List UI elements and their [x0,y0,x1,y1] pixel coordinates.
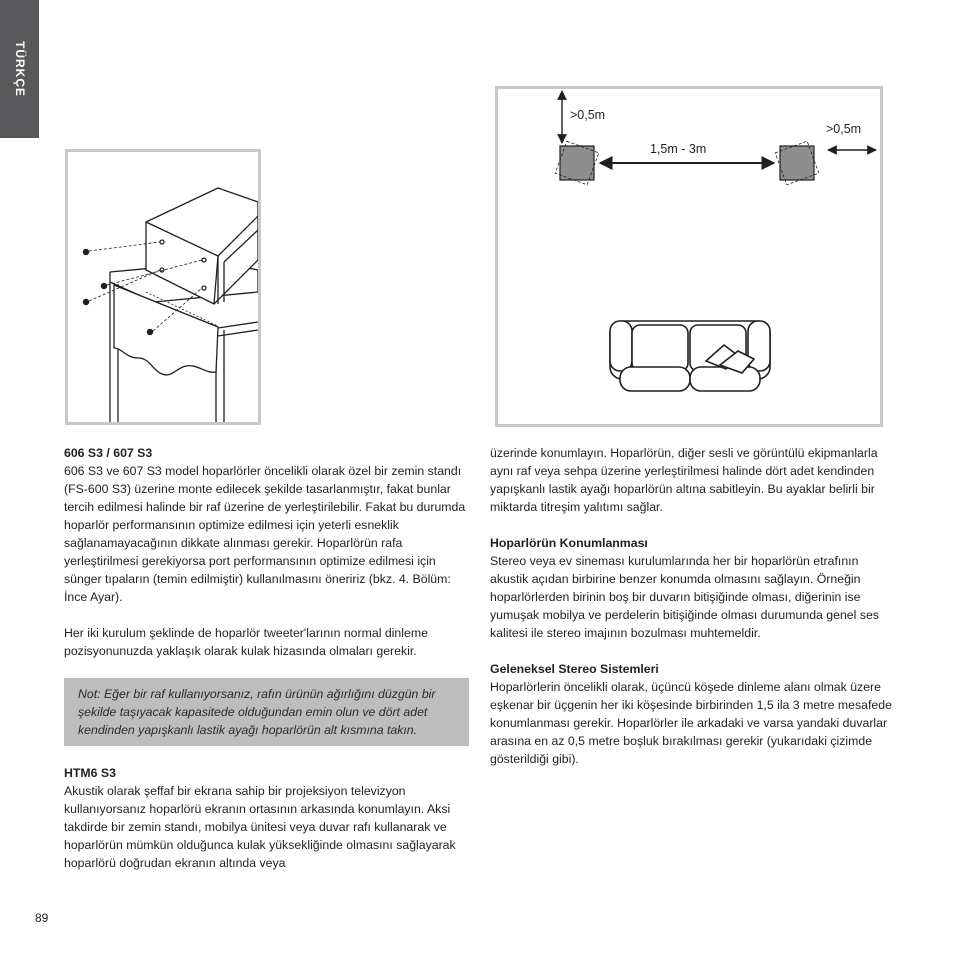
shelf-note-box [64,678,469,746]
side-clearance-label: >0,5m [826,122,862,136]
right-speaker [775,141,819,185]
section-positioning-paragraph: Stereo veya ev sineması kurulumlarında her bir hoparlörün etrafının akustik açıdan birbirine benzer konumda olmasını sağlayın. Örneğin hoparlörlerden birinin boş bir duvarın bitişiğinde olması, diğerinin ise yumuşak mobilya ve perdelerin bitişiğinde olması durumunda genel ses kalitesi ile stereo imajının bozulması muhtemeldir. [490,554,879,640]
top-clearance-label: >0,5m [570,108,606,122]
section-htm6-paragraph-1: Akustik olarak şeffaf bir ekrana sahip bir projeksiyon televizyon kullanıyorsanız hoparlörü ekranın ortasının arkasında konumlayın. Aksi takdirde bir zemin standı, mobilya ünitesi veya duvar rafı kullanarak ve hoparlörün mümkün olduğunca kulak yüksekliğinde olmasını sağlayarak hoparlörü doğrudan ekranın altında veya [64,784,456,870]
shelf-note-text: Not: Eğer bir raf kullanıyorsanız, rafın ürünün ağırlığını düzgün bir şekilde taşıyacak kapasitede olduğundan emin olun ve dört adet kendinden yapışkanlı lastik ayağı hoparlörün alt kısmına takın. [78,687,436,737]
shelf-mount-illustration [65,149,261,425]
right-text-column [490,444,895,768]
language-tab [0,0,39,138]
speaker-placement-diagram [495,86,883,427]
section-title-606-607: 606 S3 / 607 S3 [64,446,153,460]
section-title-positioning: Hoparlörün Konumlanması [490,536,648,550]
section-title-stereo: Geleneksel Stereo Sistemleri [490,662,659,676]
section-606-607-paragraph-1: 606 S3 ve 607 S3 model hoparlörler öncelikli olarak özel bir zemin standı (FS-600 S3) üzerine monte edilecek şekilde tasarlanmıştır, fakat bunlar tercih edilmesi halinde bir raf üzerine de yerleştirilebilir. Fakat bu durumda hoparlör performansının optimize edilmesi için yeterli esneklik sağlanamayacağının dikkate alınması gerekir. Hoparlörün rafa yerleştirilmesi gerekiyorsa port performansının optimize edilmesi için sünger tıpaların (temin edilmiştir) kullanılmasını öneririz (bkz. 4. Bölüm: İnce Ayar). [64,464,466,604]
placement-drawing [498,89,880,424]
left-text-column [64,444,466,872]
left-speaker [555,141,599,185]
shelf-speaker-drawing [68,152,258,422]
section-title-htm6: HTM6 S3 [64,766,116,780]
section-stereo-paragraph: Hoparlörlerin öncelikli olarak, üçüncü köşede dinleme alanı olmak üzere eşkenar bir üçgenin her iki köşesinde birbirinden 1,5 ila 3 metre mesafede konumlanması gerekir. Hoparlörler ile arkadaki ve varsa yandaki duvarlar arasına en az 0,5 metre boşluk bırakılması gerekir (yukarıdaki çizimde gösterildiği gibi). [490,680,892,766]
htm6-continuation-paragraph: üzerinde konumlayın. Hoparlörün, diğer sesli ve görüntülü ekipmanlarla aynı raf veya sehpa üzerine yerleştirilmesi halinde dört adet kendinden yapışkanlı lastik ayağı hoparlörün altına sabitleyin. Bu ayaklar belirli bir miktarda titreşim yalıtımı sağlar. [490,446,878,514]
sofa [610,321,770,391]
language-tab-label: TÜRKÇE [12,41,27,97]
speaker-spacing-label: 1,5m - 3m [650,142,707,156]
page-number: 89 [35,911,49,925]
section-606-607-paragraph-2: Her iki kurulum şeklinde de hoparlör tweeter'larının normal dinleme pozisyonunuzda yaklaşık olarak kulak hizasında olmaları gerekir. [64,626,428,658]
